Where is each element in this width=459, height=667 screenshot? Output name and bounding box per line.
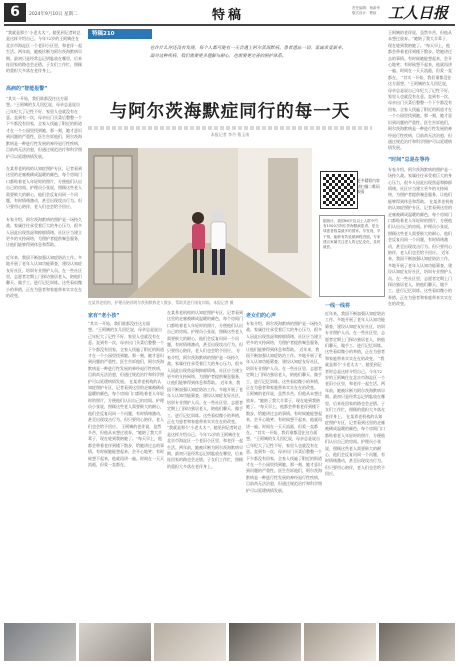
editor-line: 责任编辑：杨新华 [352,6,380,10]
column-text: 近年来，我国不断加强认知症防治工作。多地开展了老年人认知功能筛查，建设认知症友好社区，培训专业照护人员。在一些社区里，志愿者定期上门探访独居老人，陪他们聊天、做手工、进行记忆训练。这些看似微小的举措，正在为患者和家庭带来实实在在的改变。 [325,311,385,361]
issue-date: 2024年9月10日 星期二 [29,12,78,17]
bottom-photo-1 [4,623,76,661]
column-text: 在某养老机构的认知症照护专区，记者看到这里的走廊被刷成温暖的颜色，每个房间门口都贴着老人年轻时的照片，方便他们认出自己的房间。护理员小张说，照顾这些老人需要极大的耐心，他们会反复问同一个问题，有时情绪激动，甚至出现攻击行为。但只要用心陪伴，老人们也会给予回应。 [88,378,164,429]
subhead-3: 老女们的心声 [246,313,277,319]
qr-code-icon[interactable] [321,172,357,208]
bottom-photo-2 [79,623,151,661]
column-text: 在某养老机构的认知症照护专区，记者看到这里的走廊被刷成温暖的颜色，每个房间门口都贴着老人年轻时的照片，方便他们认出自己的房间。护理员小张说，照顾这些老人需要极大的耐心，他们会反复问同一个问题，有时情绪激动，甚至出现攻击行为。但只要用心陪伴，老人们也会给予回应。 [388,198,454,255]
header-rule [4,24,455,26]
column-text: 近年来，我国不断加强认知症防治工作。多地开展了老年人认知功能筛查，建设认知症友好社区，培训专业照护人员。在一些社区里，志愿者定期上门探访独居老人，陪他们聊天、做手工、进行记忆训练。这些看似微小的举措，正在为患者和家庭带来实实在在的改变。 [388,250,452,307]
column-text: 近年来，我国不断加强认知症防治工作。多地开展了老年人认知功能筛查，建设认知症友好社区，培训专业照护人员。在一些社区里，志愿者定期上门探访独居老人，陪他们聊天、做手工、进行记忆训练。这些看似微小的举措，正在为患者和家庭带来实实在在的改变。 [6,254,82,299]
bottom-photo-3 [154,623,226,661]
text-column-3 [167,310,243,618]
article-intro: 也许什么你还没有发现，每个人都可能有一天会遇上阿尔茨海默病。患者遗忘一切，家属承受艰辛。面对这种疾病，我们需要更多理解与耐心，也需要更完善的照护体系。 [150,46,346,59]
column-text: 近年来，我国不断加强认知症防治工作。多地开展了老年人认知功能筛查，建设认知症友好社区，培训专业照护人员。在一些社区里，志愿者定期上门探访独居老人，陪他们聊天、做手工、进行记忆训练。这些看似微小的举措，正在为患者和家庭带来实实在在的改变。 [167,380,243,424]
newspaper-masthead: 工人日报 [388,4,449,22]
hallway-photo-illustration [88,148,312,298]
column-text: 在某养老机构的认知症照护专区，记者看到这里的走廊被刷成温暖的颜色，每个房间门口都贴着老人年轻时的照片，方便他们认出自己的房间。护理员小张说，照顾这些老人需要极大的耐心，他们会反复问同一个问题，有时情绪激动，甚至出现攻击行为。但只要用心陪伴，老人们也会给予回应。 [167,310,243,354]
page-number: 6 [4,3,26,22]
info-box: 据统计，我国60岁及以上人群中约有1500万阿尔茨海默病患者，是全球患者数量最多的国家。早发现、早干预，能够有效延缓病程进展。专家建议家属关注老人的记忆变化，及时就医。 [319,215,385,297]
column-text: “其实一开始，我们谁都没往这方面想。”王阿姨的女儿回忆说，母亲总是说自己年纪大了记性不好，家里人也就没有在意。直到有一次，母亲出门买菜后整整一个下午都没有回家，全家人找遍了附近的街道才在一个公园里找到她。那一刻，她才意识到问题的严重性。医生告诉他们，阿尔茨海默病是一种进行性发展的神经退行性疾病，目前尚无法治愈，但通过规范治疗和科学照护可以延缓病情发展。 [6,95,82,159]
section-title: 特稿 [212,8,245,23]
column-text: 专家介绍，阿尔茨海默病的照护是一场持久战。家属往往承受着巨大的身心压力，很多人因此出现焦虑和抑郁情绪。社区应当建立更多的支持网络，为照护者提供喘息服务，让他们能够得到休息和帮助。 [388,166,452,204]
subhead-1: 高病的”智能报警” [6,85,48,92]
bottom-photo-4 [229,623,301,661]
main-photo [88,148,312,298]
bottom-photo-6 [379,623,455,661]
column-text: 王阿姨的老伴说，虽然辛苦，但他从未想过放弃。“她陪了我大半辈子，现在轮到我陪她了。”每天早上，他都会带着老伴到楼下散步，给她讲过去的事情。有时候她能想起来，会开心地笑；有时候想不起来，他就再讲一遍。时间在一天天流逝，但爱一直都在。 [388,30,452,80]
text-column-6 [388,30,454,620]
headline-decoration [88,126,372,130]
bottom-photo-strip [4,623,455,667]
column-text: “其实一开始，我们谁都没往这方面想。”王阿姨的女儿回忆说，母亲总是说自己年纪大了记性不好，家里人也就没有在意。直到有一次，母亲出门买菜后整整一个下午都没有回家，全家人找遍了附近的街道才在一个公园里找到她。那一刻，她才意识到问题的严重性。医生告诉他们，阿尔茨海默病是一种进行性发展的神经退行性疾病，目前尚无法治愈，但通过规范治疗和科学照护可以延缓病情发展。 [88,321,164,384]
column-text: 近年来，我国不断加强认知症防治工作。多地开展了老年人认知功能筛查，建设认知症友好社区，培训专业照护人员。在一些社区里，志愿者定期上门探访独居老人，陪他们聊天、做手工、进行记忆训练。这些看似微小的举措，正在为患者和家庭带来实实在在的改变。 [246,346,322,391]
subhead-4: 一线一线将 [325,303,351,309]
page-header [0,0,459,24]
column-text: 专家介绍，阿尔茨海默病的照护是一场持久战。家属往往承受着巨大的身心压力，很多人因此出现焦虑和抑郁情绪。社区应当建立更多的支持网络，为照护者提供喘息服务，让他们能够得到休息和帮助。 [246,321,322,352]
article-byline: 本报记者 李丹 曹玉南 [210,132,250,137]
column-text: “我就是那个‘小老太太’”，她见到记者时总是这样介绍自己。今年72岁的王阿姨住在北京市海淀区一个老旧小区里，和老伴一起生活。两年前，她被诊断为阿尔茨海默病早期。最初只是经常忘记钥匙放在哪里，后来连回家的路也会走错。子女们工作忙，照顾的重担大多落在老伴身上。 [325,355,385,419]
column-text: “我就是那个‘小老太太’”，她见到记者时总是这样介绍自己。今年72岁的王阿姨住在北京市海淀区一个老旧小区里，和老伴一起生活。两年前，她被诊断为阿尔茨海默病早期。最初只是经常忘记钥匙放在哪里，后来连回家的路也会走错。子女们工作忙，照顾的重担大多落在老伴身上。 [167,425,243,469]
text-column-5 [325,300,385,618]
column-text: “其实一开始，我们谁都没往这方面想。”王阿姨的女儿回忆说，母亲总是说自己年纪大了记性不好，家里人也就没有在意。直到有一次，母亲出门买菜后整整一个下午都没有回家，全家人找遍了附近的街道才在一个公园里找到她。那一刻，她才意识到问题的严重性。医生告诉他们，阿尔茨海默病是一种进行性发展的神经退行性疾病，目前尚无法治愈，但通过规范治疗和科学照护可以延缓病情发展。 [388,74,452,151]
designer-line: 版式设计：曹政 [352,11,377,15]
column-text: “我就是那个‘小老太太’”，她见到记者时总是这样介绍自己。今年72岁的王阿姨住在北京市海淀区一个老旧小区里，和老伴一起生活。两年前，她被诊断为阿尔茨海默病早期。最初只是经常忘记钥匙放在哪里，后来连回家的路也会走错。子女们工作忙，照顾的重担大多落在老伴身上。 [6,30,82,74]
photo-caption: 在某养老机构，护理员陪伴阿尔茨海默病老人散步，帮助其进行康复训练。本报记者 摄 [88,300,234,305]
column-text: 王阿姨的老伴说，虽然辛苦，但他从未想过放弃。“她陪了我大半辈子，现在轮到我陪她了。”每天早上，他都会带着老伴到楼下散步，给她讲过去的事情。有时候她能想起来，会开心地笑；有时候想不起来，他就再讲一遍。时间在一天天流逝，但爱一直都在。 [88,423,164,467]
article-headline: 与阿尔茨海默症同行的每一天 [109,102,351,122]
text-column-2 [88,310,164,618]
editor-credits [352,6,380,16]
qr-caption: 更多精彩内容请扫描二维码观看 [357,178,380,194]
text-column-1 [6,30,82,620]
subhead-2: 家有“老小孩” [88,313,120,319]
column-text: 专家介绍，阿尔茨海默病的照护是一场持久战。家属往往承受着巨大的身心压力，很多人因此出现焦虑和抑郁情绪。社区应当建立更多的支持网络，为照护者提供喘息服务，让他们能够得到休息和帮助。 [167,348,243,386]
bottom-photo-5 [304,623,376,661]
feature-badge: 特稿210 [88,29,152,39]
column-text: “其实一开始，我们谁都没往这方面想。”王阿姨的女儿回忆说，母亲总是说自己年纪大了记性不好，家里人也就没有在意。直到有一次，母亲出门买菜后整整一个下午都没有回家，全家人找遍了附近的街道才在一个公园里找到她。那一刻，她才意识到问题的严重性。医生告诉他们，阿尔茨海默病是一种进行性发展的神经退行性疾病，目前尚无法治愈，但通过规范治疗和科学照护可以延缓病情发展。 [246,429,322,493]
column-text: 在某养老机构的认知症照护专区，记者看到这里的走廊被刷成温暖的颜色，每个房间门口都贴着老人年轻时的照片，方便他们认出自己的房间。护理员小张说，照顾这些老人需要极大的耐心，他们会反复问同一个问题，有时情绪激动，甚至出现攻击行为。但只要用心陪伴，老人们也会给予回应。 [325,413,385,477]
column-text: 王阿姨的老伴说，虽然辛苦，但他从未想过放弃。“她陪了我大半辈子，现在轮到我陪她了。”每天早上，他都会带着老伴到楼下散步，给她讲过去的事情。有时候她能想起来，会开心地笑；有时候想不起来，他就再讲一遍。时间在一天天流逝，但爱一直都在。 [246,391,322,435]
column-text: 专家介绍，阿尔茨海默病的照护是一场持久战。家属往往承受着巨大的身心压力，很多人因此出现焦虑和抑郁情绪。社区应当建立更多的支持网络，为照护者提供喘息服务，让他们能够得到休息和帮助。 [6,216,82,248]
text-column-4 [246,310,322,618]
subhead-5: “时间”总是在等待 [388,156,430,163]
column-text: 在某养老机构的认知症照护专区，记者看到这里的走廊被刷成温暖的颜色，每个房间门口都贴着老人年轻时的照片，方便他们认出自己的房间。护理员小张说，照顾这些老人需要极大的耐心，他们会反复问同一个问题，有时情绪激动，甚至出现攻击行为。但只要用心陪伴，老人们也会给予回应。 [6,165,82,210]
